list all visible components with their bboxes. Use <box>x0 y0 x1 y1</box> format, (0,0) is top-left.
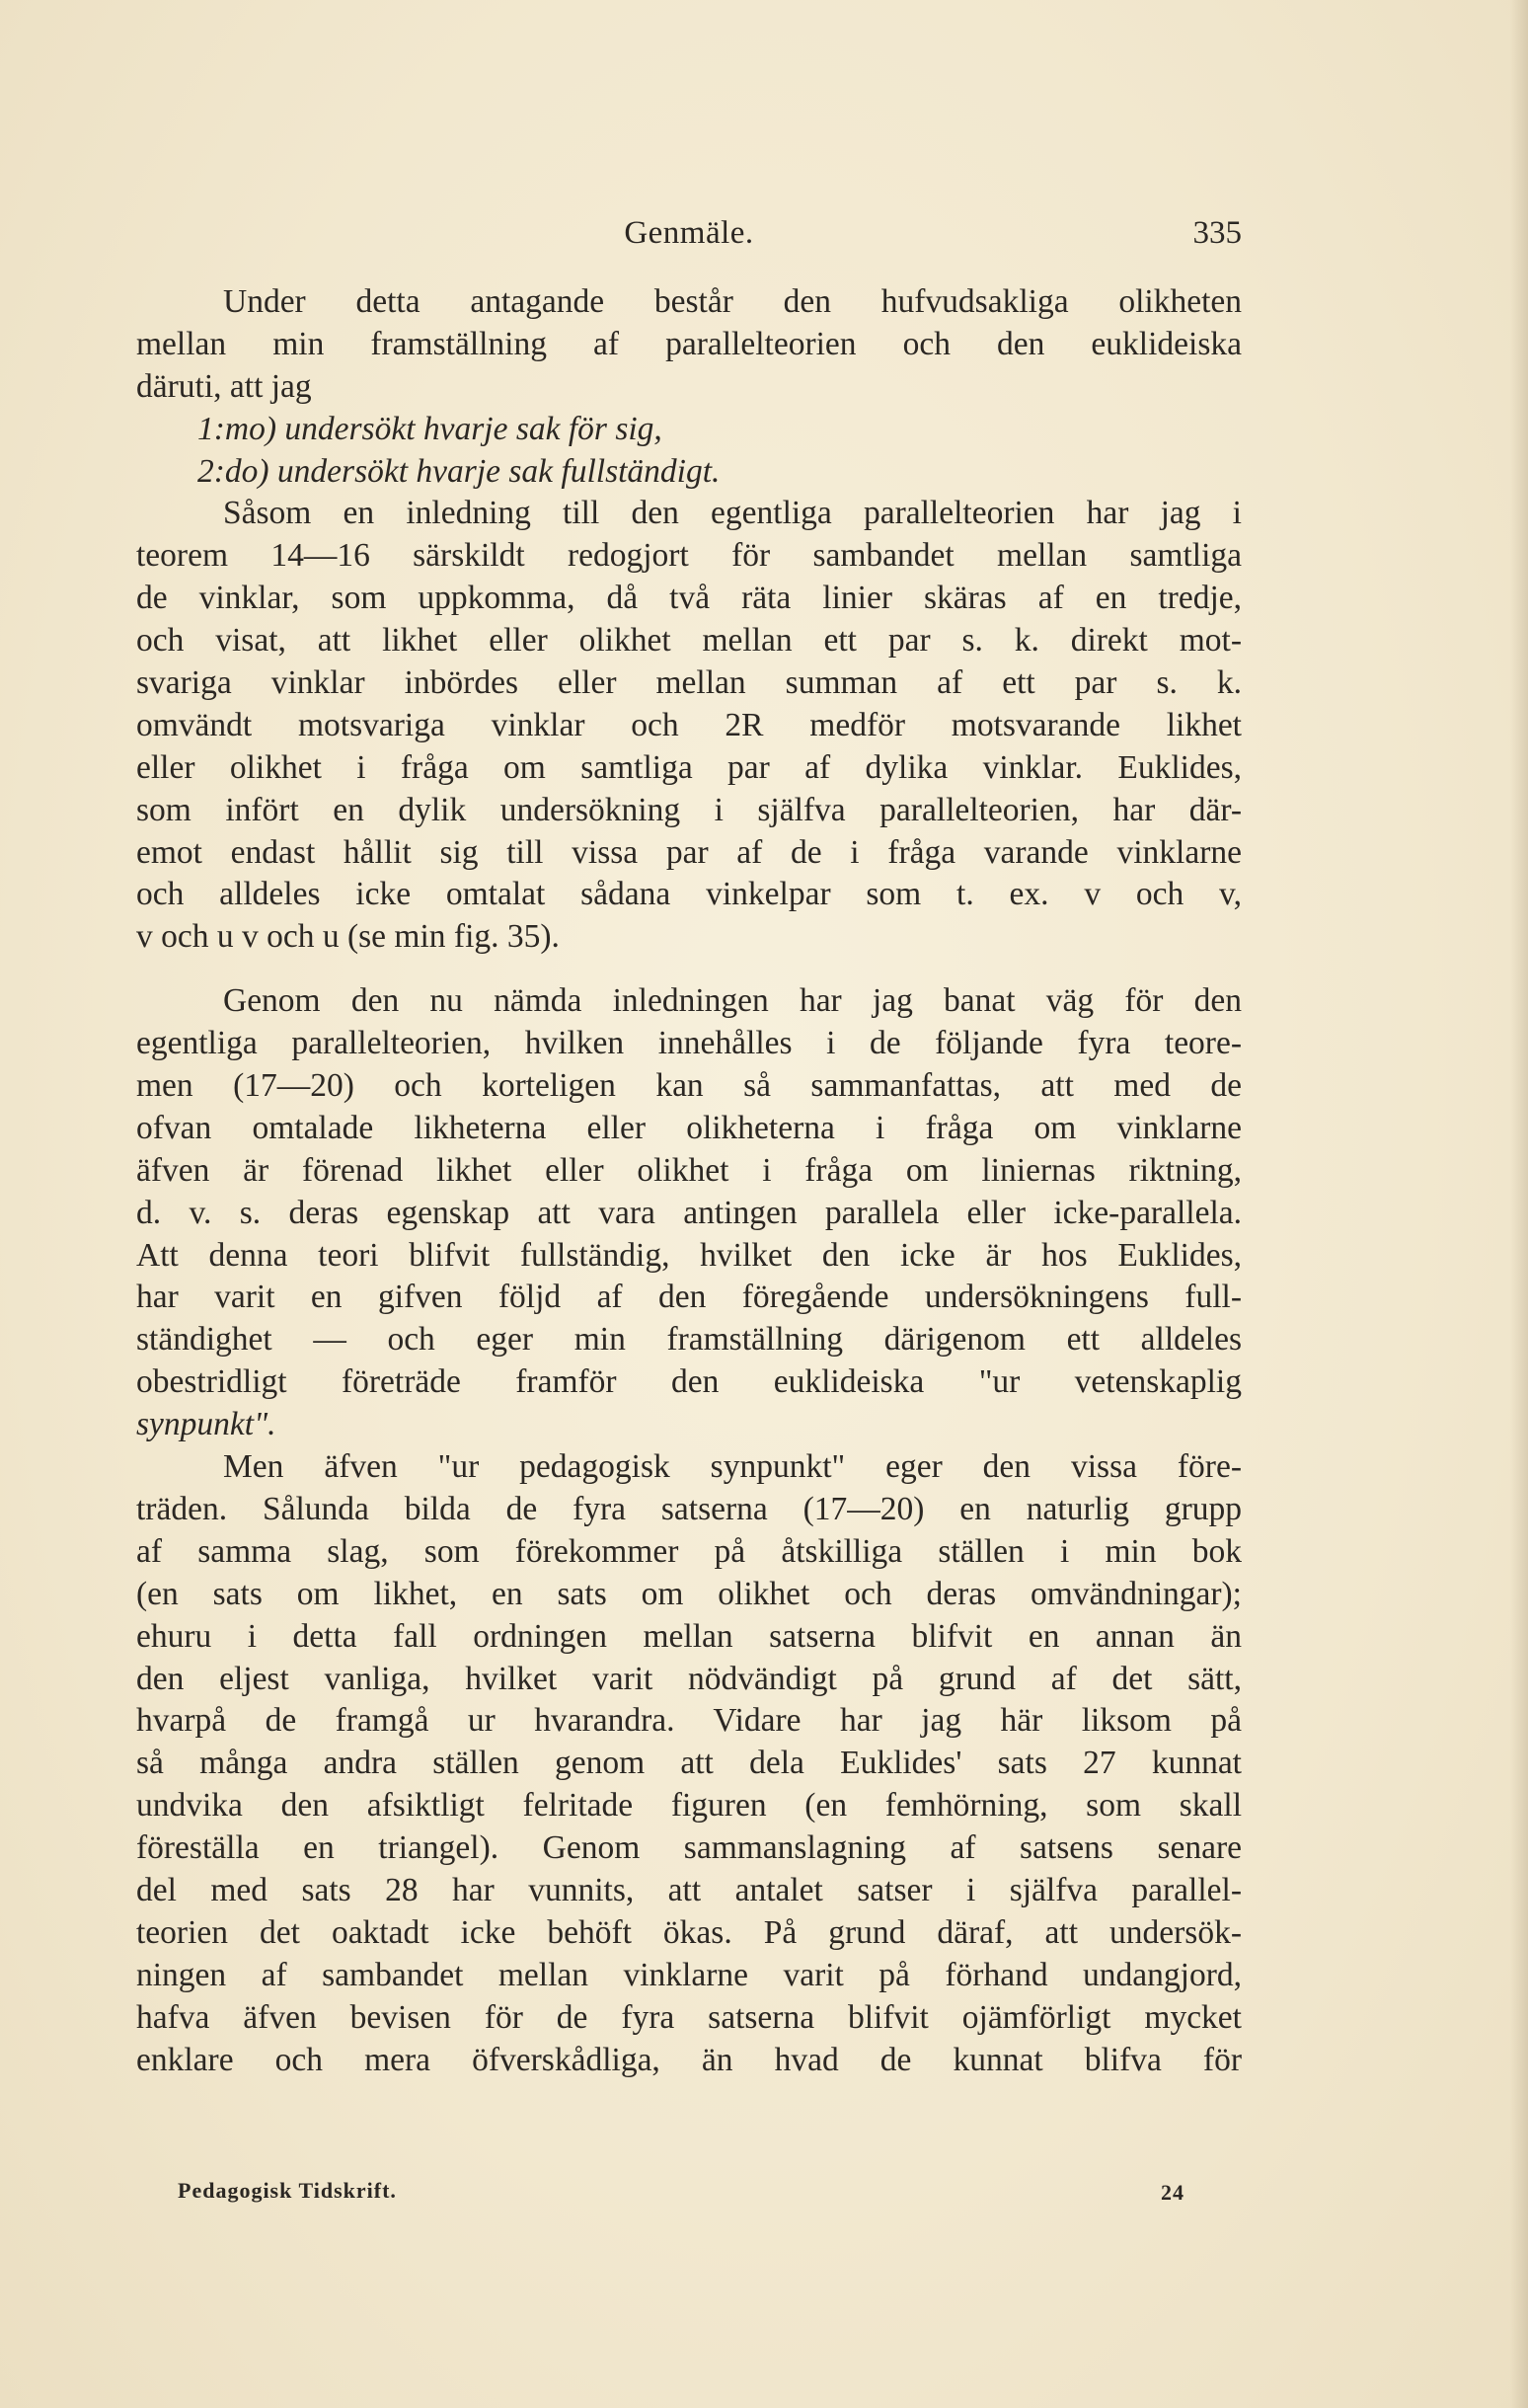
text-line: ofvan omtalade likheterna eller olikheterna i fråga om vinklarne <box>136 1109 1242 1146</box>
text-line: del med sats 28 har vunnits, att antalet satser i själfva parallel- <box>136 1871 1242 1908</box>
running-header <box>136 215 1242 261</box>
page-footer <box>178 2178 1184 2217</box>
text-line: enklare och mera öfverskådliga, än hvad de kunnat blifva för <box>136 2041 1242 2078</box>
text-line: obestridligt företräde framför den euklideiska "ur vetenskaplig <box>136 1363 1242 1401</box>
text-line: eller olikhet i fråga om samtliga par af dylika vinklar. Euklides, <box>136 748 1242 786</box>
text-line: de vinklar, som uppkomma, då två räta linier skäras af en tredje, <box>136 580 1242 617</box>
text-line: undvika den afsiktligt felritade figuren (en femhörning, som skall <box>136 1787 1242 1825</box>
text-line: svariga vinklar inbördes eller mellan summan af ett par s. k. <box>136 664 1242 702</box>
text-line: som infört en dylik undersökning i själfva parallelteorien, har där- <box>136 791 1242 828</box>
text-line-italic: synpunkt". <box>136 1406 276 1443</box>
text-line: teorem 14—16 särskildt redogjort för sambandet mellan samtliga <box>136 537 1242 575</box>
text-line: Såsom en inledning till den egentliga parallelteorien har jag i <box>223 495 1242 532</box>
text-line <box>136 451 1242 494</box>
text-line: egentliga parallelteorien, hvilken innehålles i de följande fyra teore- <box>136 1025 1242 1062</box>
text-line: ningen af sambandet mellan vinklarne varit på förhand undangjord, <box>136 1956 1242 1993</box>
text-line: ehuru i detta fall ordningen mellan satserna blifvit en annan än <box>136 1617 1242 1655</box>
text-line: af samma slag, som förekommer på åtskilliga ställen i min bok <box>136 1532 1242 1570</box>
text-line: ständighet — och eger min framställning därigenom ett alldeles <box>136 1321 1242 1359</box>
text-line-italic: 1:mo) undersökt hvarje sak för sig, <box>197 410 662 447</box>
body-text <box>136 281 1242 2081</box>
text-line: Genom den nu nämda inledningen har jag banat väg för den <box>223 982 1242 1020</box>
text-line: Under detta antagande består den hufvudsakliga olikheten <box>223 283 1242 320</box>
text-line: hafva äfven bevisen för de fyra satserna blifvit ojämförligt mycket <box>136 1998 1242 2036</box>
text-line: Men äfven "ur pedagogisk synpunkt" eger den vissa före- <box>223 1448 1242 1486</box>
text-line <box>136 1404 1242 1446</box>
text-line: men (17—20) och korteligen kan så sammanfattas, att med de <box>136 1067 1242 1105</box>
text-line: träden. Sålunda bilda de fyra satserna (17—20) en naturlig grupp <box>136 1490 1242 1527</box>
text-line: Att denna teori blifvit fullständig, hvilket den icke är hos Euklides, <box>136 1236 1242 1274</box>
text-line: föreställa en triangel). Genom sammanslagning af satsens senare <box>136 1829 1242 1867</box>
text-line: och visat, att likhet eller olikhet mellan ett par s. k. direkt mot- <box>136 622 1242 660</box>
journal-name: Pedagogisk Tidskrift. <box>178 2178 397 2203</box>
text-line: (en sats om likhet, en sats om olikhet och deras omvändningar); <box>136 1575 1242 1612</box>
header-title: Genmäle. <box>624 215 754 251</box>
text-line: äfven är förenad likhet eller olikhet i fråga om liniernas riktning, <box>136 1151 1242 1189</box>
text-line: har varit en gifven följd af den föregående undersökningens full- <box>136 1279 1242 1316</box>
text-line: hvarpå de framgå ur hvarandra. Vidare har jag här liksom på <box>136 1702 1242 1740</box>
text-line: så många andra ställen genom att dela Euklides' sats 27 kunnat <box>136 1745 1242 1782</box>
text-line: omvändt motsvariga vinklar och 2R medför motsvarande likhet <box>136 706 1242 743</box>
text-line: och alldeles icke omtalat sådana vinkelpar som t. ex. v och v, <box>136 876 1242 913</box>
text-line: emot endast hållit sig till vissa par af de i fråga varande vinklarne <box>136 833 1242 871</box>
page-number: 335 <box>1192 215 1242 251</box>
printer-signature: 24 <box>1161 2180 1184 2205</box>
text-line: den eljest vanliga, hvilket varit nödvändigt på grund af det sätt, <box>136 1660 1242 1697</box>
text-line: mellan min framställning af parallelteorien och den euklideiska <box>136 325 1242 362</box>
text-line: teorien det oaktadt icke behöft ökas. På grund däraf, att undersök- <box>136 1913 1242 1951</box>
text-line: d. v. s. deras egenskap att vara antingen parallela eller icke-parallela. <box>136 1194 1242 1231</box>
text-line <box>136 409 1242 451</box>
text-line: däruti, att jag <box>136 367 312 405</box>
text-line-italic: 2:do) undersökt hvarje sak fullständigt. <box>197 452 721 490</box>
page-edge-shadow <box>1510 0 1528 2408</box>
formula-line: v och u v och u (se min fig. 35). <box>136 918 560 956</box>
